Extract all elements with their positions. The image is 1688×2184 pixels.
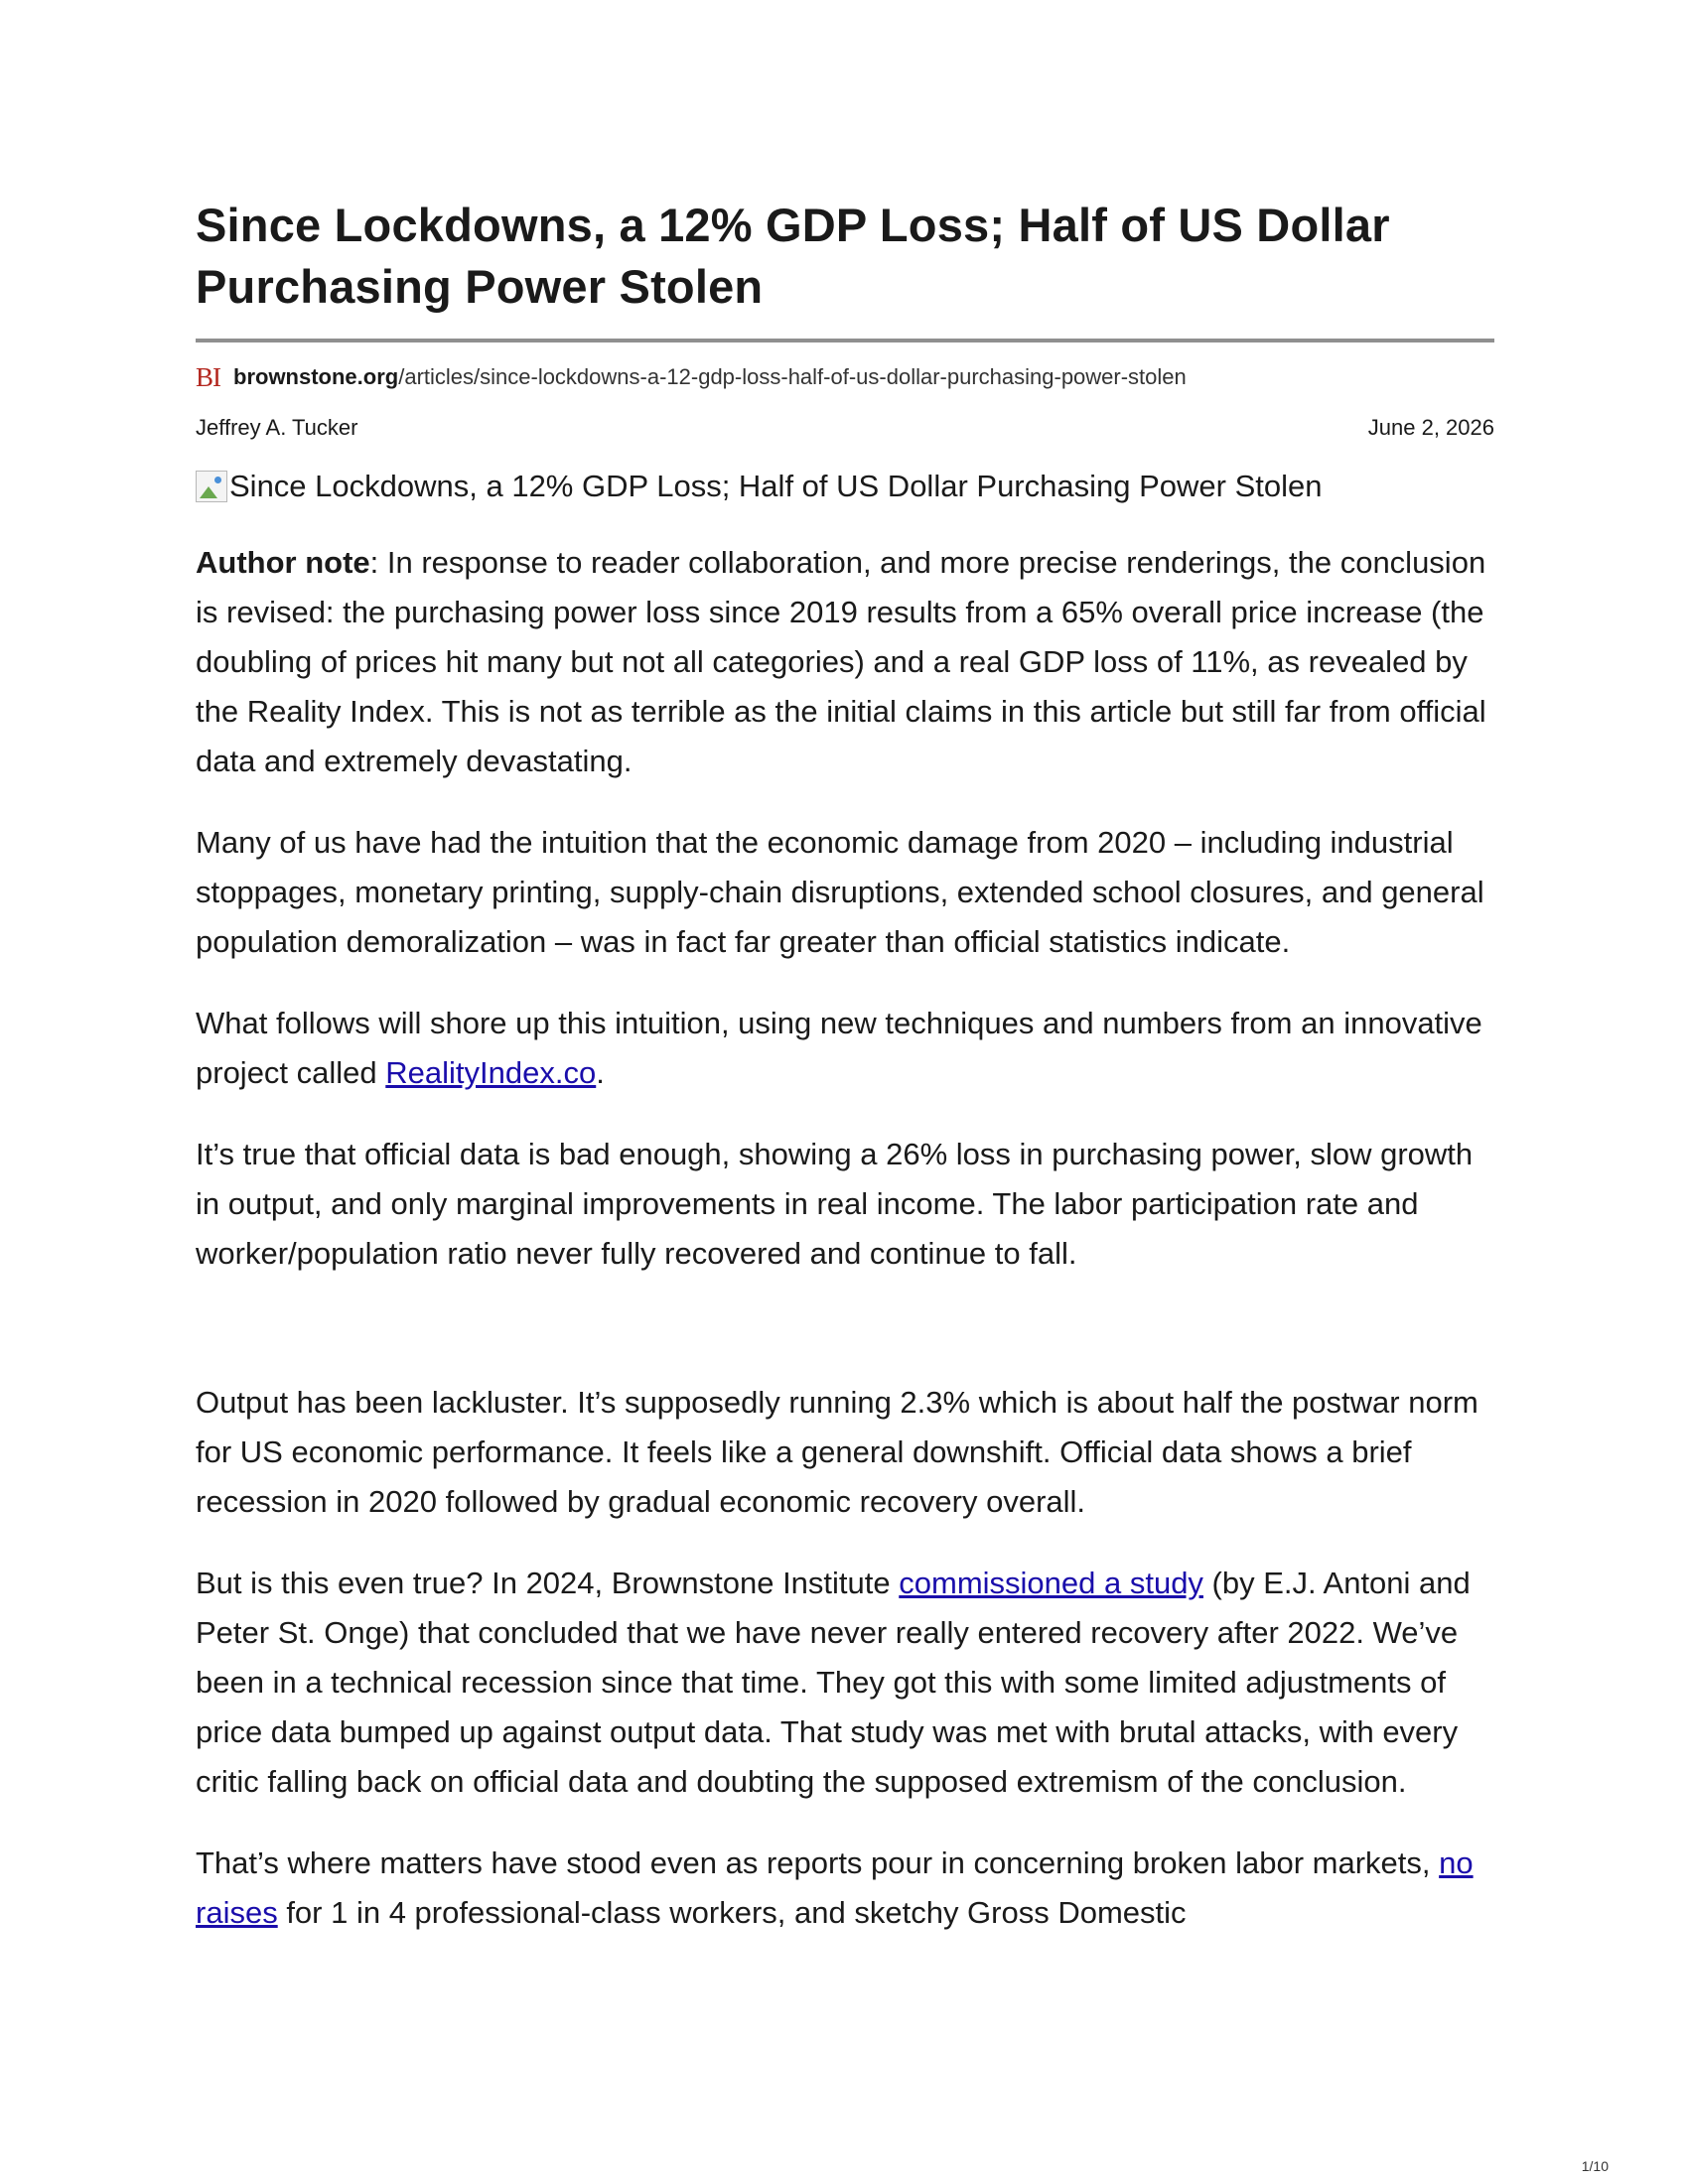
source-path: /articles/since-lockdowns-a-12-gdp-loss-half-of-us-dollar-purchasing-power-stolen bbox=[398, 364, 1187, 389]
body-paragraph: What follows will shore up this intuition, using new techniques and numbers from an innovative project called RealityIndex.co. bbox=[196, 1006, 1482, 1090]
body-paragraph: That’s where matters have stood even as reports pour in concerning broken labor markets, no raises for 1 in 4 professional-class workers, and sketchy Gross Domestic bbox=[196, 1845, 1474, 1930]
hero-image-placeholder bbox=[196, 465, 1494, 508]
author-note-label: Author note bbox=[196, 545, 370, 580]
byline bbox=[196, 413, 1494, 443]
body-paragraph: Many of us have had the intuition that the economic damage from 2020 – including industrial stoppages, monetary printing, supply-chain disruptions, extended school closures, and general population demoralization – was in fact far greater than official statistics indicate. bbox=[196, 825, 1484, 959]
commissioned-study-link[interactable]: commissioned a study bbox=[899, 1566, 1203, 1600]
no-raises-link[interactable]: no raises bbox=[196, 1845, 1474, 1930]
body-paragraph: But is this even true? In 2024, Brownstone Institute commissioned a study (by E.J. Antoni and Peter St. Onge) that concluded that we have never really entered recovery after 2022. We’ve been in a technical recession since that time. They got this with some limited adjustments of price data bumped up against output data. That study was met with brutal attacks, with every critic falling back on official data and doubting the supposed extremism of the conclusion. bbox=[196, 1566, 1471, 1799]
publish-date: June 2, 2026 bbox=[1367, 415, 1494, 440]
broken-image-icon bbox=[196, 471, 227, 502]
source-domain: brownstone.org bbox=[233, 364, 399, 389]
hero-image-alt-text: Since Lockdowns, a 12% GDP Loss; Half of US Dollar Purchasing Power Stolen bbox=[229, 469, 1323, 503]
body-paragraph: It’s true that official data is bad enough, showing a 26% loss in purchasing power, slow growth in output, and only marginal improvements in real income. The labor participation rate and worker/population ratio never fully recovered and continue to fall. bbox=[196, 1137, 1474, 1271]
article-title: Since Lockdowns, a 12% GDP Loss; Half of US Dollar Purchasing Power Stolen bbox=[196, 199, 1390, 313]
page-number: 1/10 bbox=[1581, 2158, 1609, 2174]
article-page bbox=[196, 195, 1494, 1938]
realityindex-link[interactable]: RealityIndex.co bbox=[385, 1055, 597, 1090]
author-note-text: : In response to reader collaboration, and more precise renderings, the conclusion is revised: the purchasing power loss since 2019 results from a 65% overall price increase (the doubling of prices hit many but not all categories) and a real GDP loss of 11%, as revealed by the Reality Index. This is not as terrible as the initial claims in this article but still far from official data and extremely devastating. bbox=[196, 545, 1486, 778]
author-note-paragraph bbox=[196, 538, 1494, 786]
author-name: Jeffrey A. Tucker bbox=[196, 415, 358, 440]
article-body bbox=[196, 538, 1494, 1938]
source-line bbox=[196, 361, 1494, 393]
brownstone-logo-icon: BI bbox=[196, 361, 220, 392]
title-divider bbox=[196, 339, 1494, 342]
body-paragraph: Output has been lackluster. It’s supposedly running 2.3% which is about half the postwar norm for US economic performance. It feels like a general downshift. Official data shows a brief recession in 2020 followed by gradual economic recovery overall. bbox=[196, 1385, 1478, 1519]
